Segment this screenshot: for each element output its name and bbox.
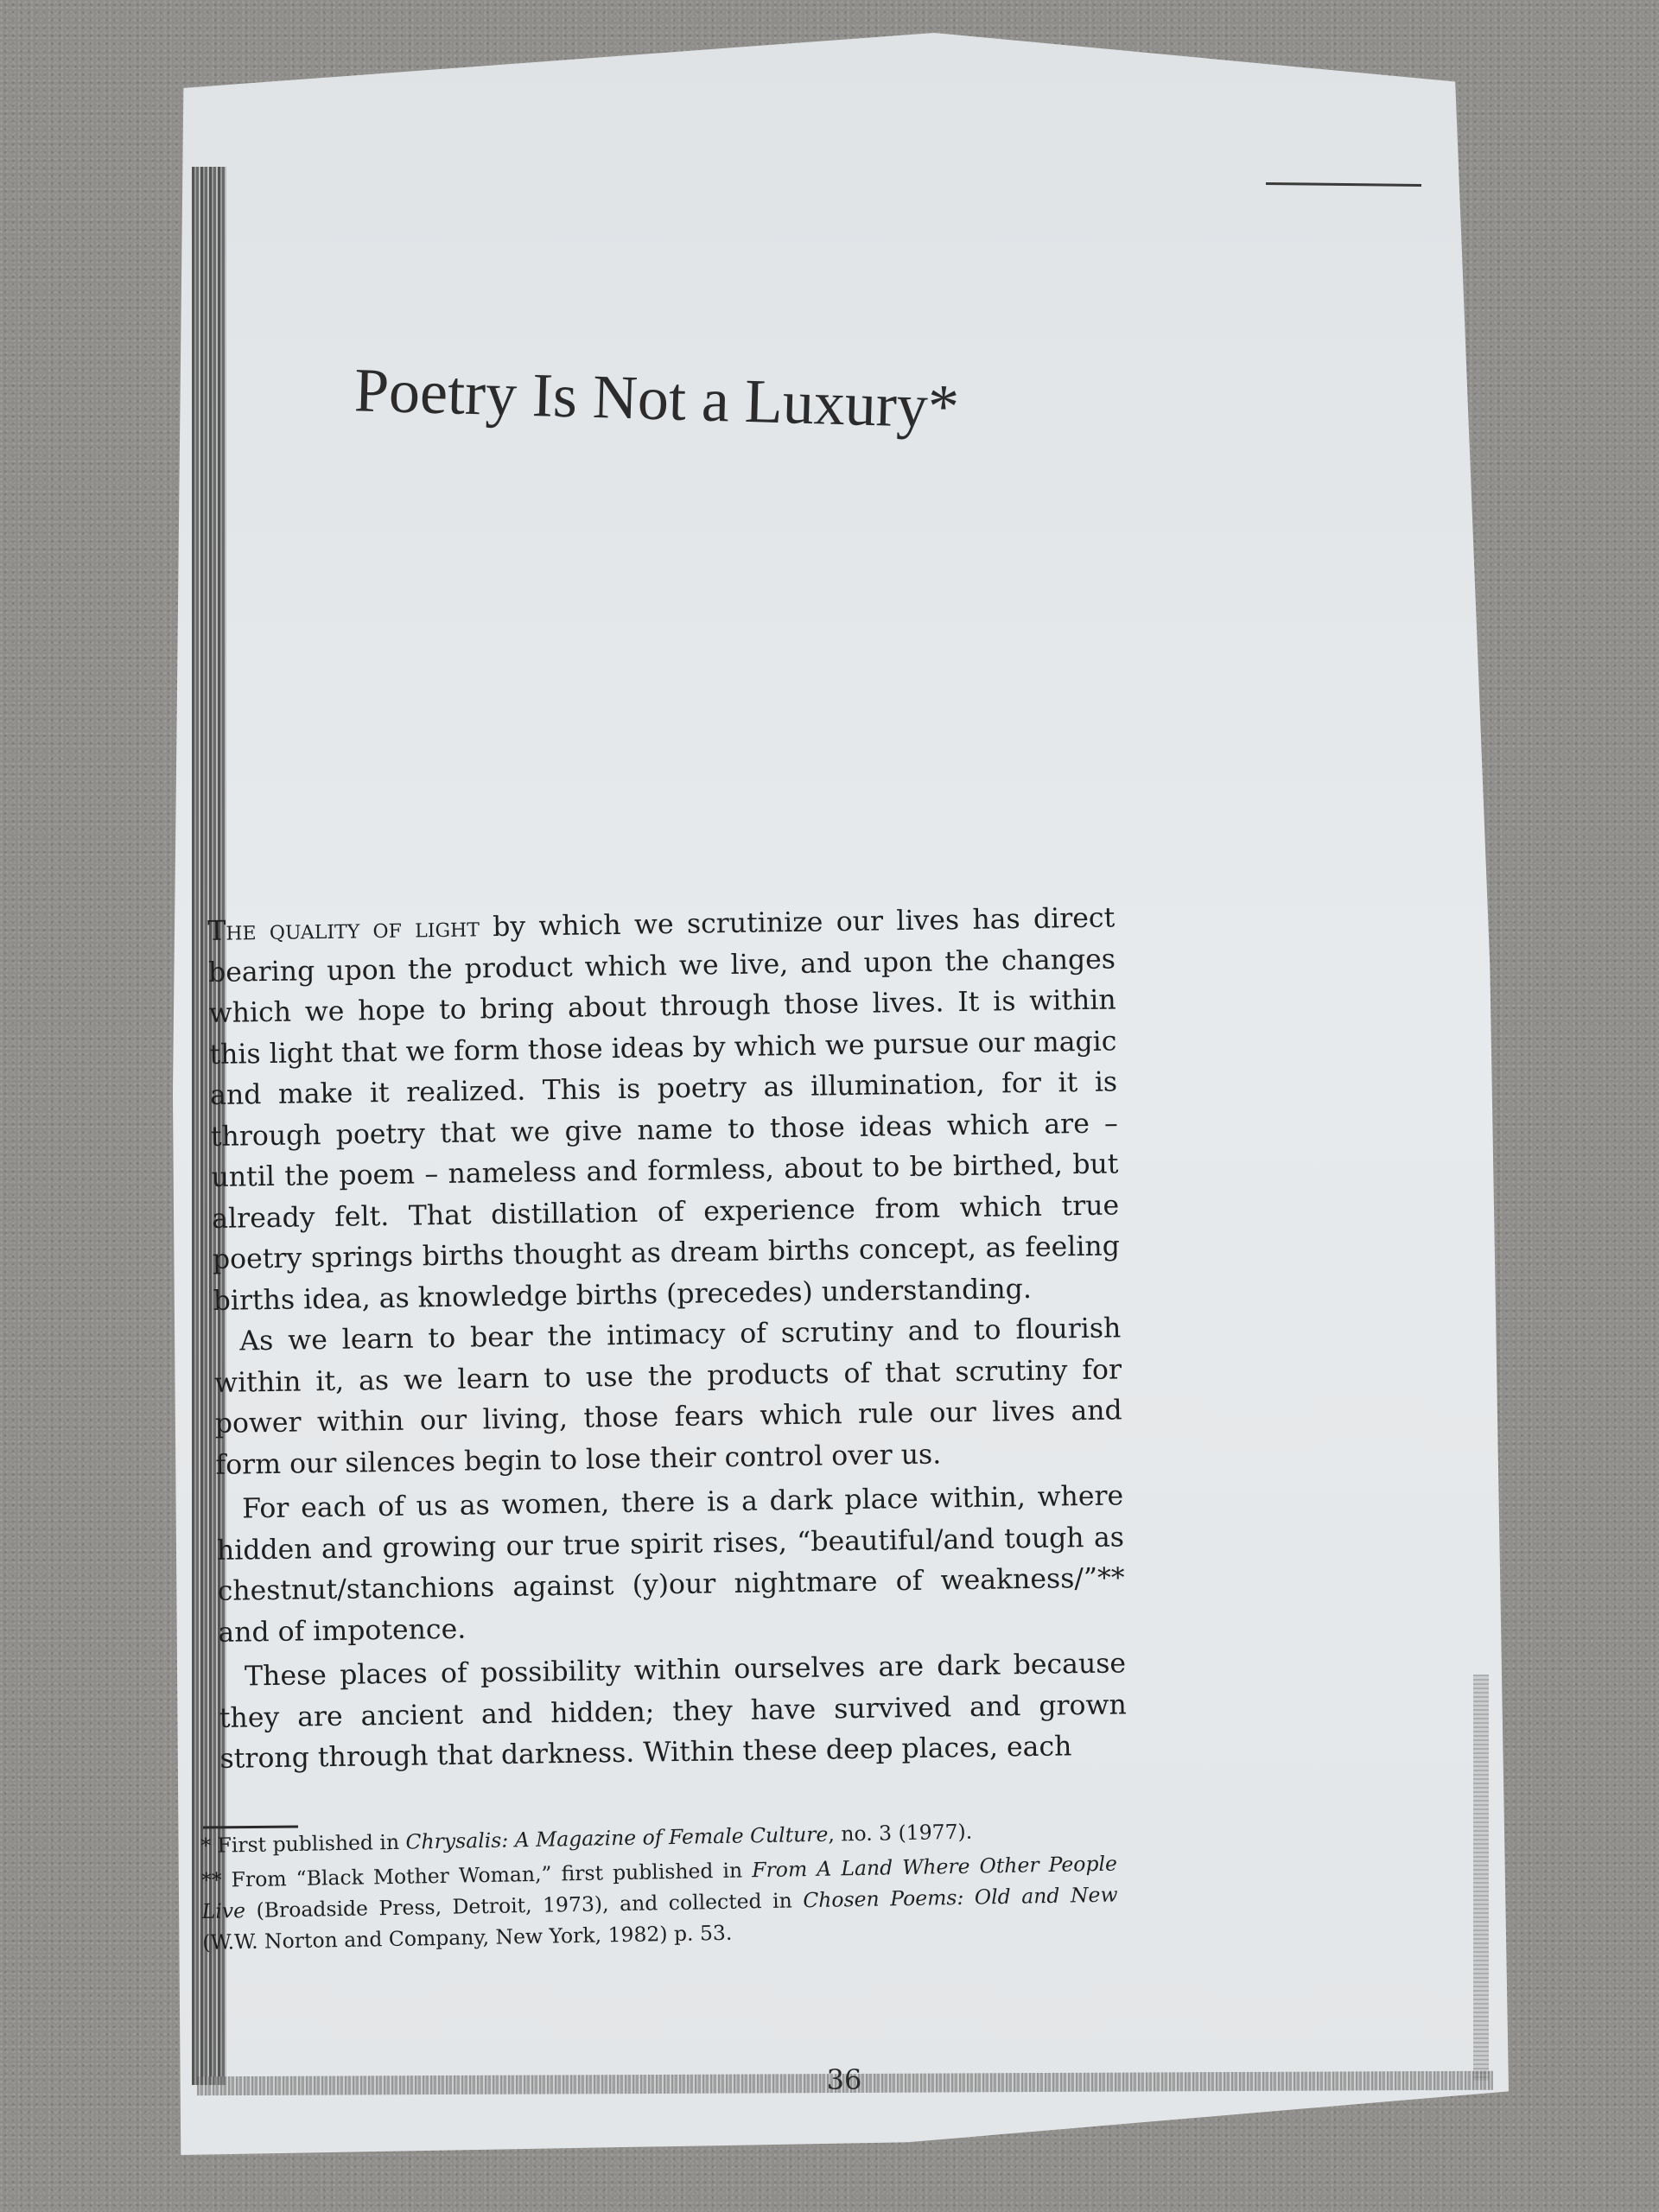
paragraph <box>207 898 1121 1322</box>
opening-small-caps: The quality of light <box>207 912 480 947</box>
footnote-text: ** From “Black Mother Woman,” first published in <box>200 1858 753 1892</box>
footnote-publication-title: Chrysalis: A Magazine of Female Culture <box>405 1821 829 1854</box>
footnote-book-title: Chosen Poems: Old and New <box>803 1882 1118 1913</box>
footnote-text: (W.W. Norton and Company, New York, 1982) p. 53. <box>202 1920 733 1955</box>
page-number: 36 <box>826 2063 862 2096</box>
footnotes <box>200 1814 1119 1961</box>
essay-body <box>207 898 1128 1780</box>
paragraph: For each of us as women, there is a dark place within, where hidden and growing our true spirit rises, “beautiful/and tough as chestnut/stanchions against (y)our nightmare of weakness/”** and of impotence. <box>216 1480 1125 1649</box>
footnote-book-title: From A Land Where Other People Live <box>201 1851 1118 1923</box>
paragraph-text: by which we scrutinize our lives has direct bearing upon the product which we live, and upon the changes which we hope to bring about through those lives. It is within this light that we form those ideas by which we pursue our magic and make it realized. This is poetry as illumination, for it is through poetry that we give name to those ideas which are – until the poem – nameless and formless, about to be birthed, but already felt. That distillation of experience from which true poetry springs births thought as dream births concept, as feeling births idea, as knowledge births (precedes) understanding. <box>207 902 1121 1317</box>
essay-title: Poetry Is Not a Luxury* <box>353 355 960 442</box>
footnote-text: , no. 3 (1977). <box>828 1819 973 1847</box>
footnote-text: (Broadside Press, Detroit, 1973), and collected in <box>245 1888 804 1923</box>
paragraph: These places of possibility within ourselves are dark because they are ancient and hidden; they have survived and grown strong through that darkness. Within these deep places, each <box>219 1648 1127 1775</box>
footnote-text: * First published in <box>200 1829 406 1858</box>
scan-edge-shadow <box>1473 1675 1489 2081</box>
footnote-2 <box>201 1848 1119 1958</box>
header-rule <box>1266 182 1421 187</box>
paragraph: As we learn to bear the intimacy of scrutiny and to flourish within it, as we learn to use the products of that scrutiny for power within our living, those fears which rule our lives and form our silences begin to lose their control over us. <box>213 1313 1122 1481</box>
